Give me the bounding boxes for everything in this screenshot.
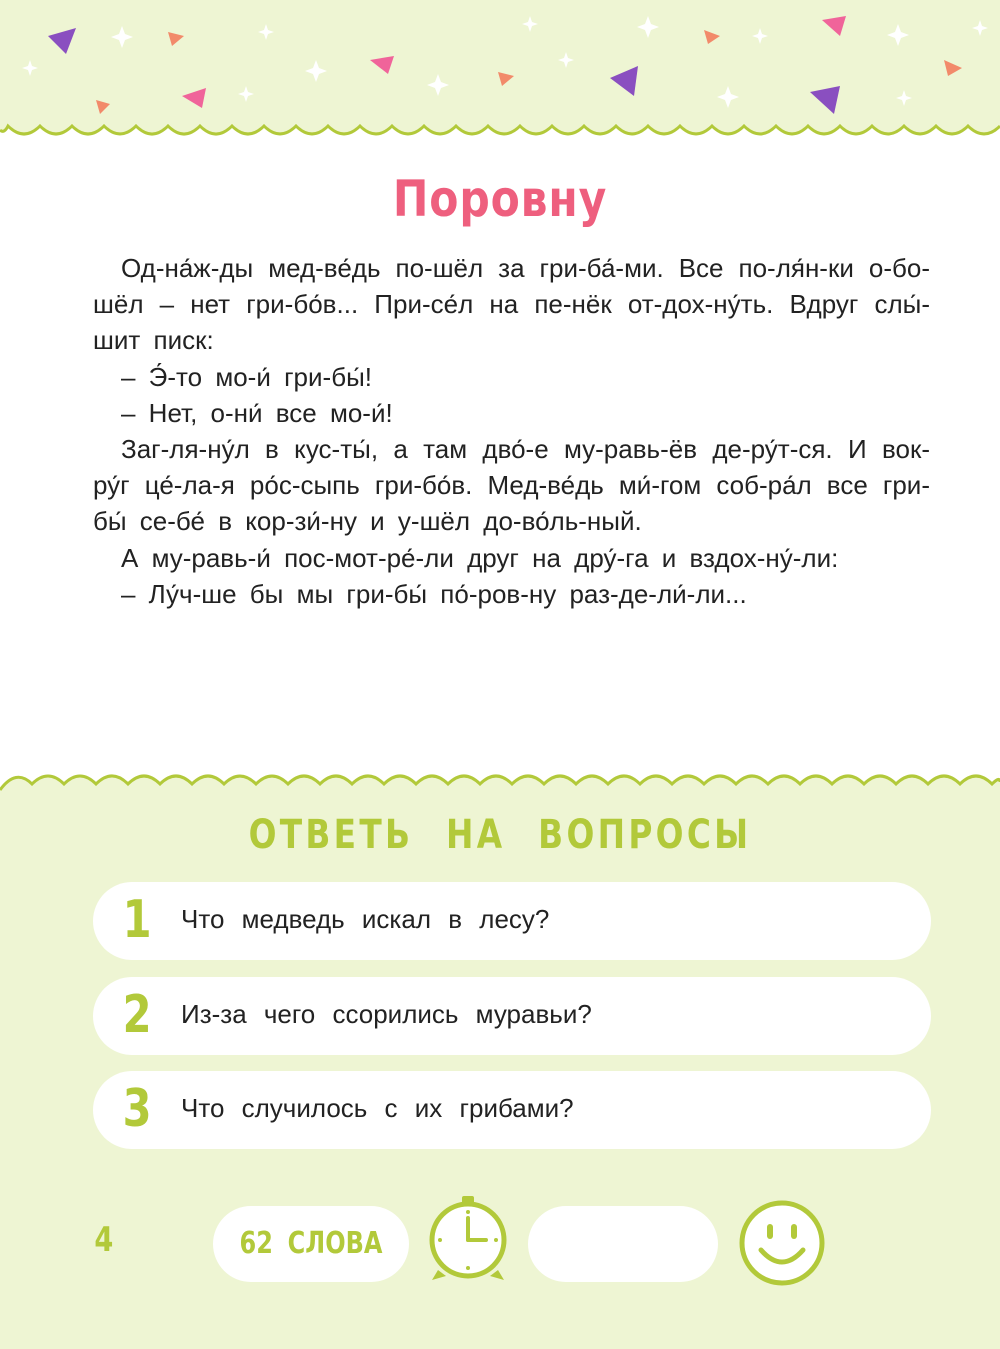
question-number: 2 <box>122 985 152 1045</box>
story-title: Поровну <box>392 170 608 228</box>
question-item <box>93 882 931 960</box>
story-paragraph: – Лу́ч-ше бы мы гри-бы́ по́-ров-ну раз-де-ли́-ли... <box>121 578 747 609</box>
question-number: 1 <box>122 890 152 950</box>
story-text <box>93 250 930 612</box>
reading-time-field[interactable] <box>528 1206 718 1282</box>
story-paragraph: Од-на́ж-ды мед-ве́дь по-шёл за гри-ба́-ми. Все по-ля́н-ки о-бо-шёл – нет гри-бо́в... При-се́л на пе-нёк от-дох-ну́ть. Вдруг слы́-шит писк: <box>93 253 930 356</box>
question-item <box>93 977 931 1055</box>
question-text: Что медведь искал в лесу? <box>181 904 550 934</box>
question-text: Из-за чего ссорились муравьи? <box>181 999 592 1029</box>
smiley-face-icon <box>737 1198 827 1293</box>
story-paragraph: Заг-ля-ну́л в кус-ты́, а там дво́-е му-равь-ёв де-ру́т-ся. И вок-ру́г це́-ла-я ро́с-сыпь гри-бо́в. Мед-ве́дь ми́-гом соб-ра́л все гри-бы́ се-бе́ в кор-зи́-ну и у-шёл до-во́ль-ный. <box>93 434 930 537</box>
alarm-clock-icon <box>424 1192 514 1289</box>
page-number: 4 <box>94 1220 114 1260</box>
story-paragraph: – Нет, о-ни́ все мо-и́! <box>121 397 393 428</box>
question-item <box>93 1071 931 1149</box>
top-decorative-band <box>0 0 1000 160</box>
question-text: Что случилось с их грибами? <box>181 1093 574 1123</box>
word-count-label: 62 СЛОВА <box>239 1226 383 1261</box>
question-number: 3 <box>122 1079 152 1139</box>
story-paragraph: А му-равь-и́ пос-мот-ре́-ли друг на дру́-га и вздох-ну́-ли: <box>121 542 839 573</box>
confetti-pattern <box>0 0 1000 160</box>
story-paragraph: – Э́-то мо-и́ гри-бы́! <box>121 361 372 392</box>
questions-heading: ОТВЕТЬ НА ВОПРОСЫ <box>248 812 752 858</box>
word-count-badge <box>213 1206 409 1282</box>
